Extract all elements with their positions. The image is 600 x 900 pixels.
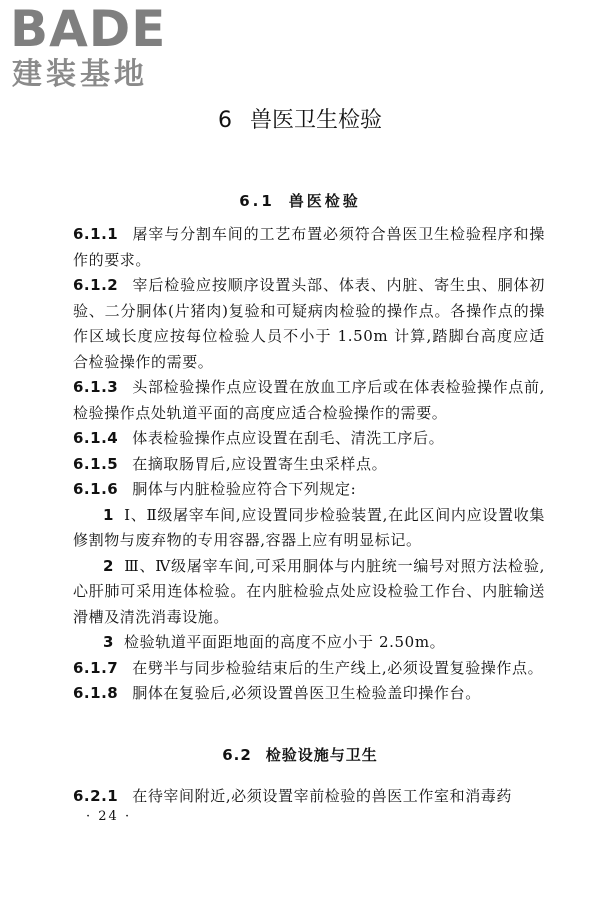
- section-number: 6.1: [239, 192, 275, 210]
- clause-text: 头部检验操作点应设置在放血工序后或在体表检验操作点前,检验操作点处轨道平面的高度应适合检验操作的需要。: [73, 378, 545, 422]
- clause-number: 6.1.6: [73, 480, 119, 498]
- clause-text: 宰后检验应按顺序设置头部、体表、内脏、寄生虫、胴体初验、二分胴体(片猪肉)复验和可疑病肉检验的操作点。各操作点的操作区域长度应按每位检验人员不小于 1.50m 计算,踏脚台高度应适合检验操作的需要。: [73, 276, 545, 371]
- section-title: 检验设施与卫生: [265, 746, 378, 764]
- clause-6-1-5: [73, 452, 545, 478]
- clause-6-1-3: [73, 375, 545, 426]
- clause-6-1-1: [73, 222, 545, 273]
- clause-number: 6.1.5: [73, 454, 119, 473]
- clause-6-1-7: [73, 656, 545, 682]
- clause-text: 在劈半与同步检验结束后的生产线上,必须设置复验操作点。: [132, 658, 544, 677]
- clause-number: 6.1.2: [73, 276, 119, 294]
- item-text: Ⅰ、Ⅱ级屠宰车间,应设置同步检验装置,在此区间内应设置收集修割物与废弃物的专用容器,容器上应有明显标记。: [73, 505, 545, 549]
- item-text: Ⅲ、Ⅳ级屠宰车间,可采用胴体与内脏统一编号对照方法检验,心肝肺可采用连体检验。在内脏检验点处应设检验工作台、内脏输送滑槽及清洗消毒设施。: [73, 556, 545, 626]
- clause-text: 胴体与内脏检验应符合下列规定:: [132, 480, 357, 498]
- page-number: · 24 ·: [86, 809, 132, 824]
- clause-text: 在摘取肠胃后,应设置寄生虫采样点。: [132, 454, 388, 473]
- clause-text: 屠宰与分割车间的工艺布置必须符合兽医卫生检验程序和操作的要求。: [73, 225, 545, 269]
- clause-number: 6.1.1: [73, 225, 119, 243]
- clause-6-1-4: [73, 426, 545, 452]
- logo-brand: BADE: [10, 0, 167, 58]
- section-title: 兽医检验: [288, 192, 361, 210]
- chapter-heading: [0, 106, 600, 136]
- clause-text: 在待宰间附近,必须设置宰前检验的兽医工作室和消毒药: [132, 787, 512, 805]
- item-2: [73, 554, 545, 631]
- section-heading-6-2: [0, 744, 600, 766]
- clause-number: 6.1.3: [73, 378, 119, 396]
- section-heading-6-1: [0, 190, 600, 212]
- chapter-title: 兽医卫生检验: [249, 108, 382, 133]
- section-6-1-body: [73, 222, 545, 707]
- logo-subtitle: 建装基地: [12, 57, 148, 92]
- item-number: 1: [103, 505, 115, 524]
- chapter-number: 6: [217, 108, 232, 133]
- logo: [10, 0, 180, 92]
- clause-6-2-1: [73, 784, 545, 810]
- clause-6-1-8: [73, 681, 545, 707]
- clause-text: 体表检验操作点应设置在刮毛、清洗工序后。: [132, 429, 445, 447]
- item-number: 3: [103, 633, 115, 651]
- section-number: 6.2: [222, 746, 252, 764]
- clause-number: 6.1.7: [73, 658, 119, 677]
- clause-6-1-6: [73, 477, 545, 503]
- clause-text: 胴体在复验后,必须设置兽医卫生检验盖印操作台。: [132, 684, 481, 702]
- item-3: [73, 630, 545, 656]
- clause-6-1-2: [73, 273, 545, 375]
- item-number: 2: [103, 556, 115, 575]
- item-text: 检验轨道平面距地面的高度不应小于 2.50m。: [124, 633, 446, 651]
- clause-number: 6.2.1: [73, 787, 119, 805]
- item-1: [73, 503, 545, 554]
- clause-number: 6.1.4: [73, 429, 119, 447]
- clause-number: 6.1.8: [73, 684, 119, 702]
